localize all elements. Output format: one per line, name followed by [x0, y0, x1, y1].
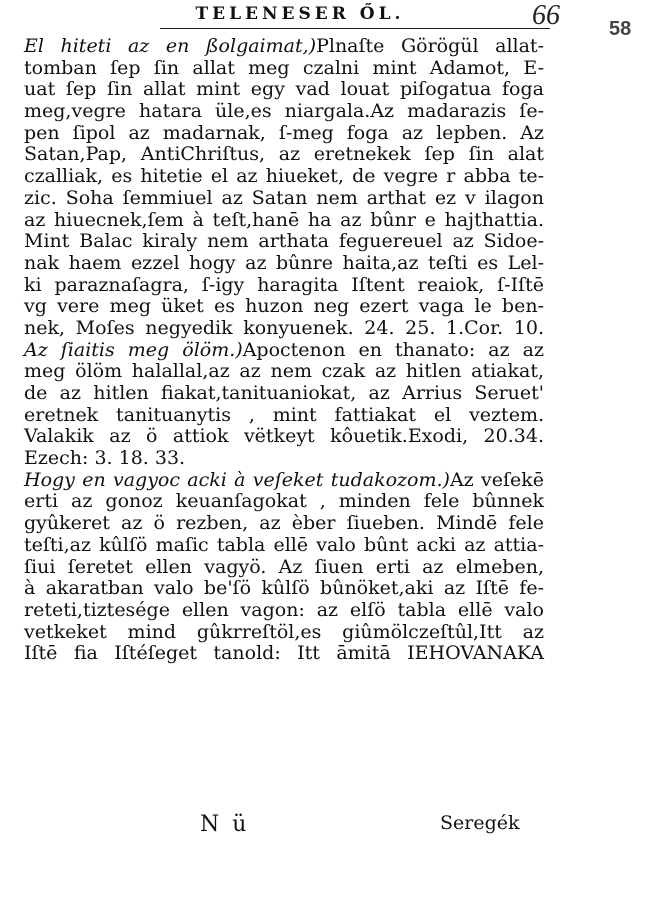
text-line	[24, 470, 544, 492]
line-text: nek, Moſes negyedik konyuenek. 24. 25. 1.Cor. 10.	[24, 316, 544, 339]
line-text: nak haem ezzel hogy az bûnre haita,az teſti es Lel-	[24, 251, 544, 274]
line-text: gyûkeret az ö rezben, az èber ſiueben. Mindē fele	[24, 512, 544, 535]
line-text: meg ölöm halallal,az az nem czak az hitlen atiakat,	[24, 360, 544, 383]
running-title: TELENESER ŐL.	[195, 4, 405, 24]
line-text: az hiuecnek,ſem à teſt,hanē ha az bûnr e hajthattia.	[24, 208, 544, 231]
folio-mark: 58	[609, 18, 632, 40]
line-text: Mint Balac kiraly nem arthata feguereuel az Sidoe-	[24, 230, 544, 253]
text-line	[24, 361, 544, 383]
line-text: meg,vegre hatara üle,es niargala.Az madarazis ſe-	[24, 100, 544, 123]
text-line	[24, 58, 544, 80]
text-line	[24, 383, 544, 405]
line-text: Ezech: 3. 18. 33.	[24, 447, 186, 470]
text-line	[24, 188, 544, 210]
text-line	[24, 491, 544, 513]
text-line	[24, 296, 544, 318]
text-line	[24, 36, 544, 58]
text-line	[24, 210, 544, 232]
line-text: ki paraznaſagra, ſ-igy haragita Iſtent reaiok, ſ-Iſtē	[24, 273, 544, 296]
italic-lemma: El hiteti az en ßolgaimat,)	[24, 35, 317, 57]
line-text: vg vere meg üket es huzon neg ezert vaga le ben-	[24, 295, 544, 318]
text-line	[24, 405, 544, 427]
text-line	[24, 448, 544, 470]
line-text: reteti,tiztesége ellen vagon: az elſö tabla ellē valo	[24, 598, 544, 621]
line-text: Iſtē fia Iſtéſeget tanold: Itt āmitā IEHOVANAKA	[24, 642, 544, 665]
line-text: pen ſipol az madarnak, ſ-meg foga az lepben. Az	[24, 121, 544, 144]
text-line	[24, 557, 544, 579]
line-text: Valakik az ö attiok vëtkeyt kôuetik.Exodi, 20.34.	[24, 425, 544, 448]
text-line	[24, 535, 544, 557]
line-text: Apoctenon en thanato: az az	[242, 338, 544, 361]
text-line	[24, 123, 544, 145]
line-text: eretnek tanituanytis , mint fattiakat el veztem.	[24, 403, 544, 426]
line-text: à akaratban valo be'ſö kûlſö bûnöket,aki az Iſtē fe-	[24, 577, 544, 600]
text-line	[24, 253, 544, 275]
text-line	[24, 144, 544, 166]
italic-lemma: Hogy en vagyoc acki à veſeket tudakozom.)	[24, 468, 450, 491]
text-line	[24, 513, 544, 535]
header-rule	[160, 28, 550, 29]
line-text: czalliak, es hitetie el az hiueket, de vegre r abba te-	[24, 165, 544, 188]
text-line	[24, 275, 544, 297]
line-text: uat ſep ſin allat mint egy vad louat piſogatua foga	[24, 78, 544, 101]
text-line	[24, 166, 544, 188]
line-text: Satan,Pap, AntiChriſtus, az eretnekek ſep ſin alat	[24, 143, 544, 166]
signature-mark: N ü	[200, 812, 250, 837]
line-text: de az hitlen fiakat,tanituaniokat, az Arrius Seruet'	[24, 382, 544, 404]
text-line	[24, 426, 544, 448]
text-line	[24, 643, 544, 665]
line-text: vetkeket mind gûkrreſtöl,es giûmölczeſtûl,Itt az	[24, 620, 544, 643]
line-text: zic. Soha ſemmiuel az Satan nem arthat ez v ilagon	[24, 186, 544, 209]
line-text: erti az gonoz keuanſagokat , minden fele bûnnek	[24, 490, 544, 513]
line-text: Plnaſte Görögül allat-	[316, 35, 544, 57]
text-line	[24, 79, 544, 101]
text-line	[24, 340, 544, 362]
catchword: Seregék	[440, 812, 520, 834]
body-text	[24, 36, 544, 665]
text-line	[24, 101, 544, 123]
text-line	[24, 622, 544, 644]
italic-lemma: Az ſiaitis meg ölöm.)	[24, 338, 243, 361]
text-line	[24, 600, 544, 622]
text-line	[24, 231, 544, 253]
line-text: Az veſekē	[449, 468, 544, 491]
text-line	[24, 578, 544, 600]
line-text: tomban ſep ſin allat meg czalni mint Adamot, E-	[24, 56, 544, 79]
line-text: teſti,az kûlſö maſic tabla ellē valo bûnt acki az attia-	[24, 533, 544, 556]
page-number: 66	[532, 0, 560, 31]
line-text: ſiui ſeretet ellen vagyö. Az ſiuen erti az elmeben,	[24, 555, 544, 578]
text-line	[24, 318, 544, 340]
